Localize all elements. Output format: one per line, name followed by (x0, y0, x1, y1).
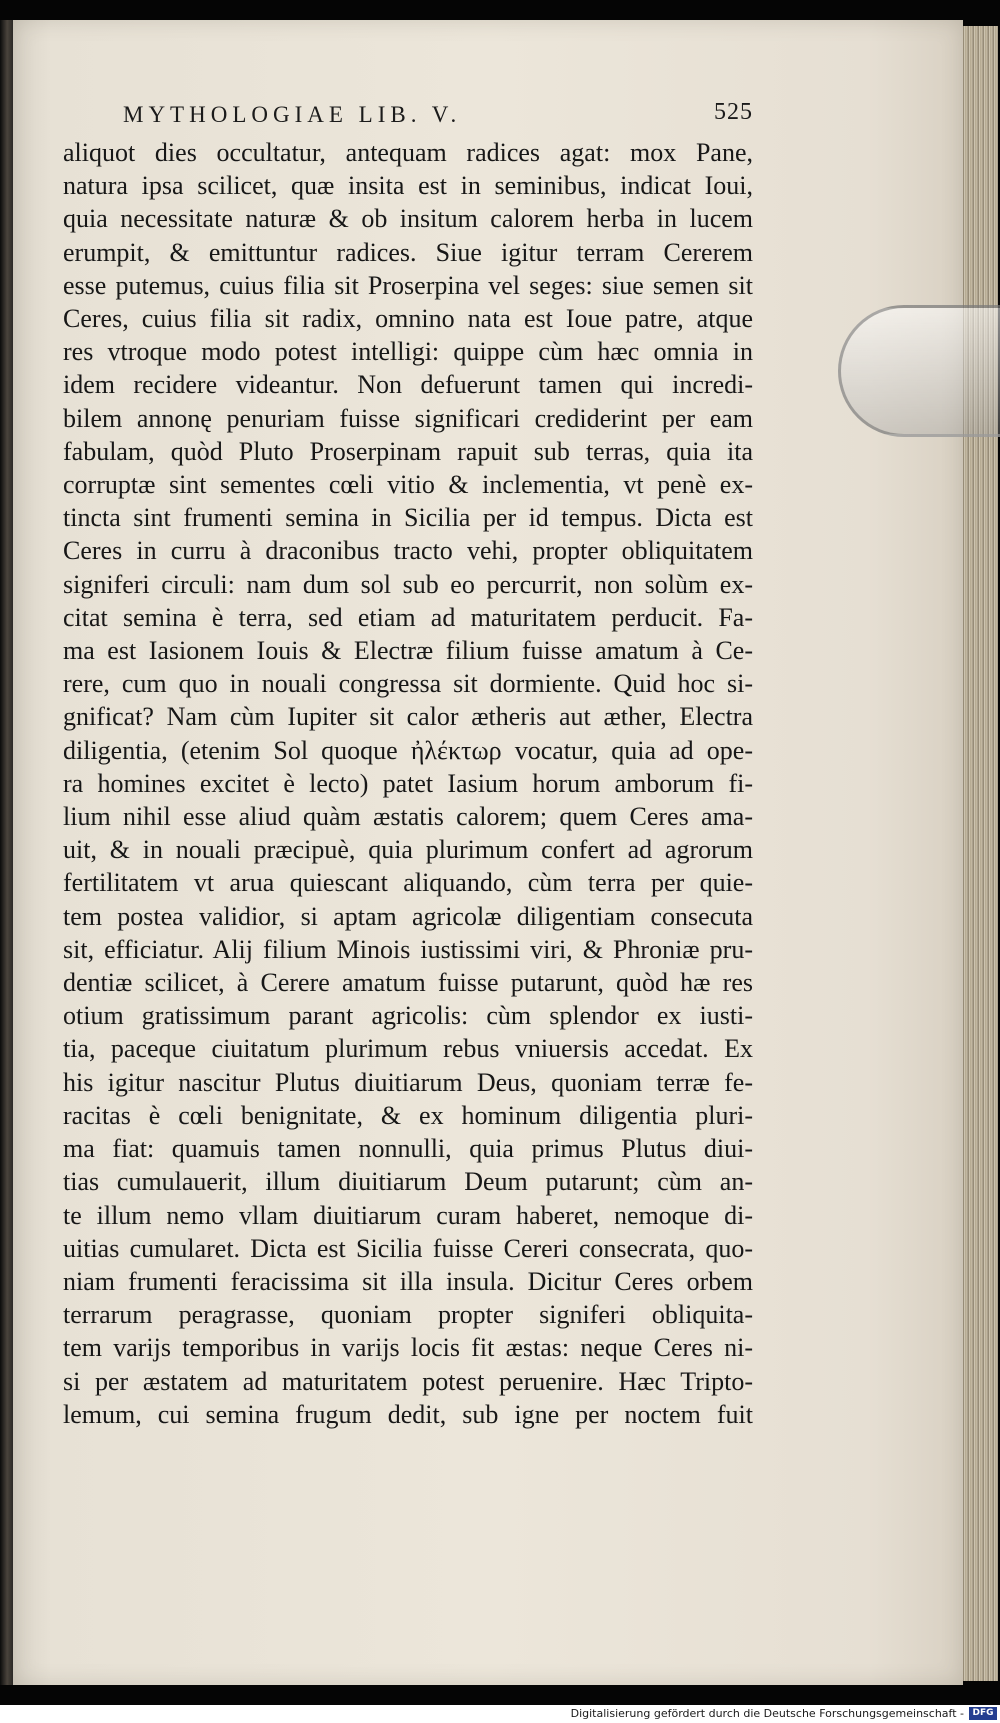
running-title: MYTHOLOGIAE LIB. V. (123, 102, 462, 127)
running-head (63, 90, 753, 126)
text-line: corruptæ sint sementes cœli vitio & inclementia, vt penè ex- (63, 470, 753, 500)
text-line: quia necessitate naturæ & ob insitum calorem herba in lucem (63, 204, 753, 234)
fore-edge-pages (963, 26, 998, 1681)
text-line: tia, paceque ciuitatum plurimum rebus vniuersis accedat. Ex (63, 1034, 753, 1064)
text-line: gnificat? Nam cùm Iupiter sit calor ætheris aut æther, Electra (63, 702, 753, 732)
credit-text: Digitalisierung gefördert durch die Deutsche Forschungsgemeinschaft - (570, 1707, 964, 1720)
text-line: fertilitatem vt arua quiescant aliquando, cùm terra per quie- (63, 868, 753, 898)
text-line: si per æstatem ad maturitatem potest peruenire. Hæc Tripto- (63, 1366, 753, 1396)
text-line: lemum, cui semina frugum dedit, sub igne per noctem fuit (63, 1399, 753, 1429)
text-line: tincta sint frumenti semina in Sicilia per id tempus. Dicta est (63, 503, 753, 533)
text-line: fabulam, quòd Pluto Proserpinam rapuit sub terras, quia ita (63, 436, 753, 466)
text-line: terrarum peragrasse, quoniam propter signiferi obliquita- (63, 1300, 753, 1330)
text-block (63, 90, 753, 1431)
text-line: his igitur nascitur Plutus diuitiarum Deus, quoniam terræ fe- (63, 1067, 753, 1097)
text-line: ma est Iasionem Iouis & Electræ filium fuisse amatum à Ce- (63, 636, 753, 666)
text-line: sit, efficiatur. Alij filium Minois iustissimi viri, & Phroniæ pru- (63, 934, 753, 964)
text-line: Ceres in curru à draconibus tracto vehi, propter obliquitatem (63, 536, 753, 566)
text-line: otium gratissimum parant agricolis: cùm splendor ex iusti- (63, 1001, 753, 1031)
text-line: erumpit, & emittuntur radices. Siue igitur terram Cererem (63, 237, 753, 267)
text-line: tias cumulauerit, illum diuitiarum Deum putarunt; cùm an- (63, 1167, 753, 1197)
text-line: ra homines excitet è lecto) patet Iasium horum amborum fi- (63, 768, 753, 798)
body-text (63, 136, 753, 1431)
text-line: dentiæ scilicet, à Cerere amatum fuisse putarunt, quòd hæ res (63, 968, 753, 998)
page-clip (838, 305, 1000, 437)
text-line: bilem annonę penuriam fuisse significari crediderint per eam (63, 403, 753, 433)
text-line: idem recidere videantur. Non defuerunt tamen qui incredi- (63, 370, 753, 400)
text-line: signiferi circuli: nam dum sol sub eo percurrit, non solùm ex- (63, 569, 753, 599)
text-line: ma fiat: quamuis tamen nonnulli, quia primus Plutus diui- (63, 1134, 753, 1164)
text-line: citat semina è terra, sed etiam ad maturitatem perducit. Fa- (63, 602, 753, 632)
dfg-logo: DFG (969, 1707, 997, 1720)
text-line: aliquot dies occultatur, antequam radices agat: mox Pane, (63, 138, 753, 167)
text-line: diligentia, (etenim Sol quoque ἠλέκτωρ vocatur, quia ad ope- (63, 735, 753, 765)
book-page (13, 20, 963, 1685)
text-line: uitias cumularet. Dicta est Sicilia fuisse Cereri consecrata, quo- (63, 1233, 753, 1263)
text-line: rere, cum quo in nouali congressa sit dormiente. Quid hoc si- (63, 669, 753, 699)
text-line: natura ipsa scilicet, quæ insita est in seminibus, indicat Ioui, (63, 171, 753, 201)
text-line: Ceres, cuius filia sit radix, omnino nata est Ioue patre, atque (63, 304, 753, 334)
text-line: uit, & in nouali præcipuè, quia plurimum confert ad agrorum (63, 835, 753, 865)
text-line: lium nihil esse aliud quàm æstatis calorem; quem Ceres ama- (63, 802, 753, 832)
text-line: niam frumenti feracissima sit illa insula. Dicitur Ceres orbem (63, 1266, 753, 1296)
page-number: 525 (714, 99, 753, 125)
text-line: res vtroque modo potest intelligi: quippe cùm hæc omnia in (63, 337, 753, 367)
text-line: racitas è cœli benignitate, & ex hominum diligentia pluri- (63, 1100, 753, 1130)
text-line: tem postea validior, si aptam agricolæ diligentiam consecuta (63, 901, 753, 931)
credit-bar (0, 1705, 1000, 1723)
text-line: te illum nemo vllam diuitiarum curam haberet, nemoque di- (63, 1200, 753, 1230)
text-line: esse putemus, cuius filia sit Proserpina vel seges: siue semen sit (63, 270, 753, 300)
text-line: tem varijs temporibus in varijs locis fit æstas: neque Ceres ni- (63, 1333, 753, 1363)
